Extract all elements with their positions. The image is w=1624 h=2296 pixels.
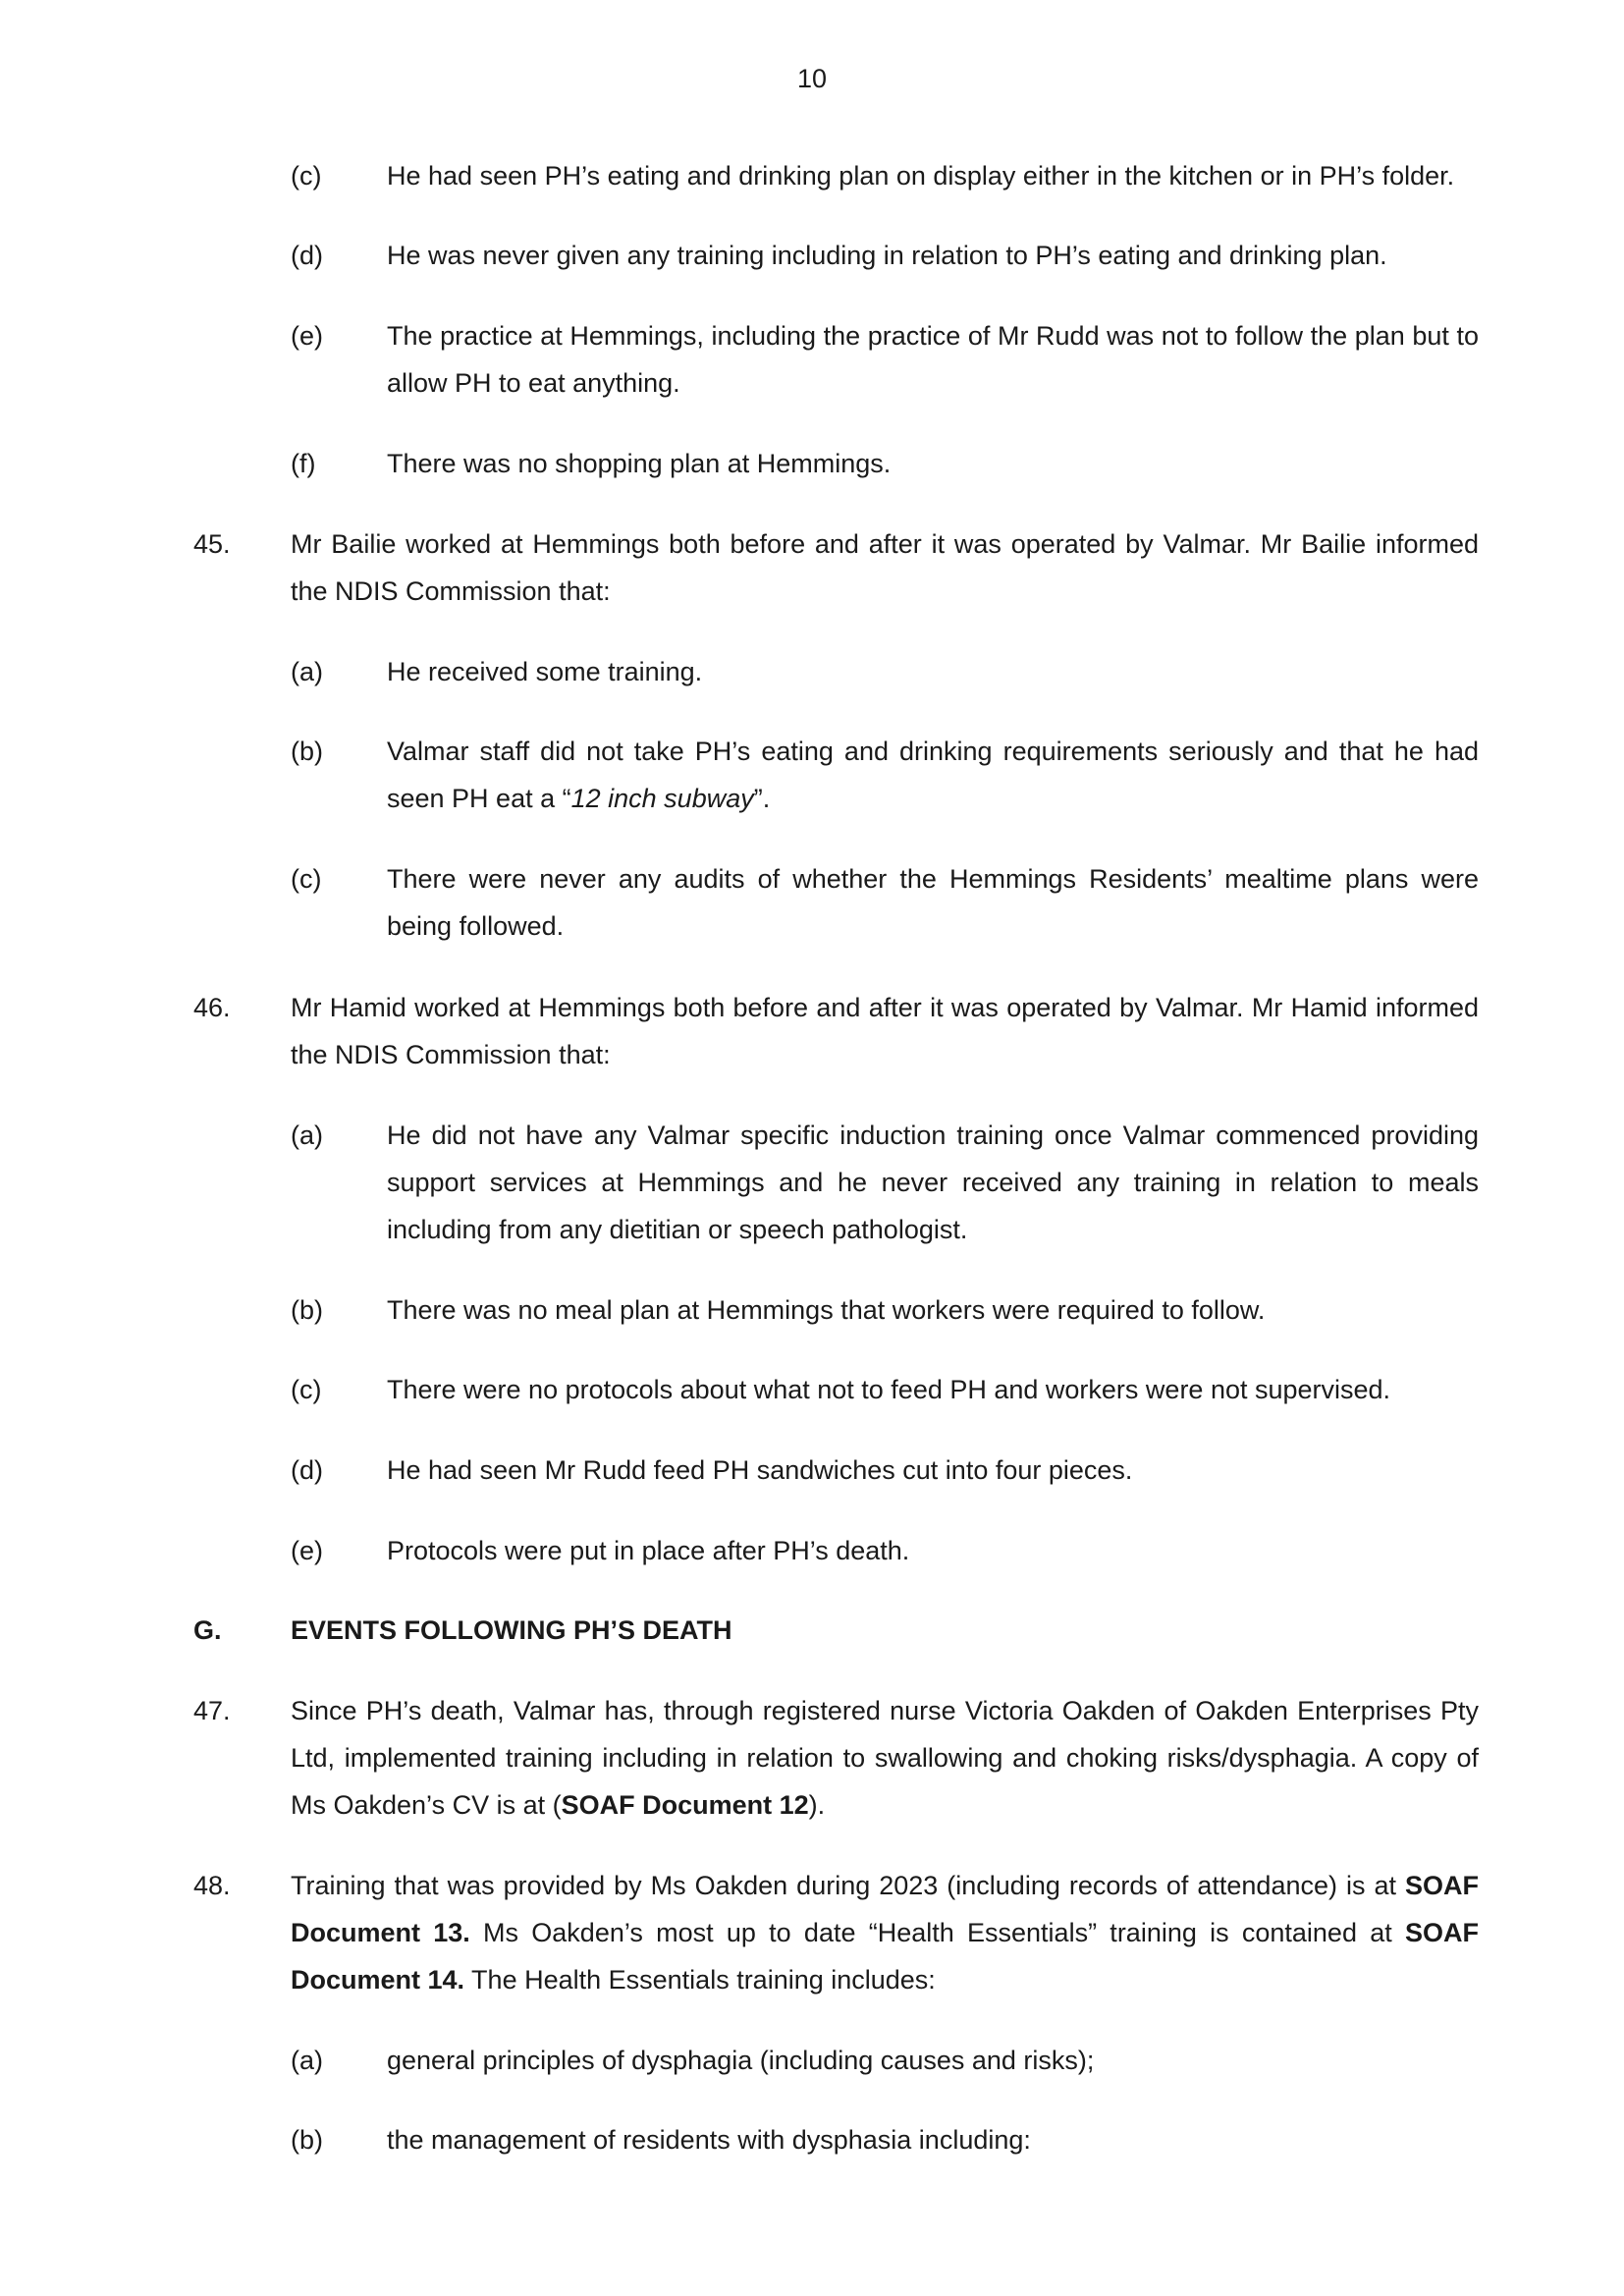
- subparagraph-text: He received some training.: [387, 657, 703, 686]
- subparagraph-label: (c): [291, 161, 322, 191]
- text-segment: ”.: [753, 784, 771, 813]
- paragraph-number: 47.: [193, 1696, 231, 1725]
- text-segment: ).: [808, 1790, 826, 1820]
- subparagraph-text: He had seen PH’s eating and drinking plan on display either in the kitchen or in PH’s folder.: [387, 161, 1455, 191]
- subparagraph-text: The practice at Hemmings, including the practice of Mr Rudd was not to follow the plan but to allow PH to eat anything.: [387, 321, 1479, 398]
- paragraph-text: [291, 1687, 1479, 1829]
- page-number: 10: [796, 64, 828, 93]
- subparagraph-text: He did not have any Valmar specific induction training once Valmar commenced providing support services at Hemmings and he never received any training in relation to meals including from any dietitian or speech pathologist.: [387, 1121, 1479, 1244]
- subparagraph-label: (a): [291, 2046, 323, 2075]
- document-reference: SOAF Document 12: [561, 1790, 809, 1820]
- section-label: G.: [193, 1615, 222, 1645]
- text-segment: The Health Essentials training includes:: [464, 1965, 936, 1995]
- document-reference: SOAF Document 13.: [291, 1871, 1479, 1947]
- subparagraph-label: (b): [291, 2125, 323, 2155]
- text-segment: Training that was provided by Ms Oakden during 2023 (including records of attendance) is at: [291, 1871, 1405, 1900]
- text-segment: Ms Oakden’s most up to date “Health Essentials” training is contained at: [469, 1918, 1405, 1947]
- subparagraph-text: There was no shopping plan at Hemmings.: [387, 449, 892, 478]
- italic-quote: 12 inch subway: [570, 784, 754, 813]
- section-title: EVENTS FOLLOWING PH’S DEATH: [291, 1615, 732, 1645]
- paragraph-number: 48.: [193, 1871, 231, 1900]
- document-reference: SOAF Document 14.: [291, 1918, 1479, 1995]
- subparagraph-label: (d): [291, 1455, 323, 1485]
- subparagraph-text: He had seen Mr Rudd feed PH sandwiches cut into four pieces.: [387, 1455, 1133, 1485]
- subparagraph-text: He was never given any training including in relation to PH’s eating and drinking plan.: [387, 241, 1387, 270]
- subparagraph-text: [387, 728, 1479, 822]
- subparagraph-label: (b): [291, 1295, 323, 1325]
- paragraph-text: Mr Bailie worked at Hemmings both before and after it was operated by Valmar. Mr Bailie informed the NDIS Commission that:: [291, 529, 1479, 606]
- subparagraph-label: (c): [291, 1375, 322, 1404]
- subparagraph-text: general principles of dysphagia (including causes and risks);: [387, 2046, 1095, 2075]
- paragraph-text: [291, 1862, 1479, 2003]
- subparagraph-label: (b): [291, 737, 323, 766]
- subparagraph-label: (d): [291, 241, 323, 270]
- text-segment: Since PH’s death, Valmar has, through registered nurse Victoria Oakden of Oakden Enterprises Pty Ltd, implemented training including in relation to swallowing and choking risks/dysphagia. A copy of Ms Oakden’s CV is at (: [291, 1696, 1479, 1820]
- paragraph-text: Mr Hamid worked at Hemmings both before and after it was operated by Valmar. Mr Hamid informed the NDIS Commission that:: [291, 993, 1479, 1069]
- subparagraph-label: (a): [291, 657, 323, 686]
- paragraph-number: 46.: [193, 993, 231, 1022]
- subparagraph-label: (c): [291, 864, 322, 894]
- subparagraph-text: There were no protocols about what not to feed PH and workers were not supervised.: [387, 1375, 1391, 1404]
- subparagraph-label: (f): [291, 449, 316, 478]
- paragraph-number: 45.: [193, 529, 231, 559]
- subparagraph-label: (a): [291, 1121, 323, 1150]
- subparagraph-text: the management of residents with dysphasia including:: [387, 2125, 1031, 2155]
- subparagraph-text: There were never any audits of whether the Hemmings Residents’ mealtime plans were being followed.: [387, 864, 1479, 941]
- subparagraph-text: There was no meal plan at Hemmings that workers were required to follow.: [387, 1295, 1266, 1325]
- subparagraph-label: (e): [291, 321, 323, 351]
- subparagraph-text: Protocols were put in place after PH’s death.: [387, 1536, 910, 1565]
- text-segment: Valmar staff did not take PH’s eating and drinking requirements seriously and that he had seen PH eat a “: [387, 737, 1479, 813]
- subparagraph-label: (e): [291, 1536, 323, 1565]
